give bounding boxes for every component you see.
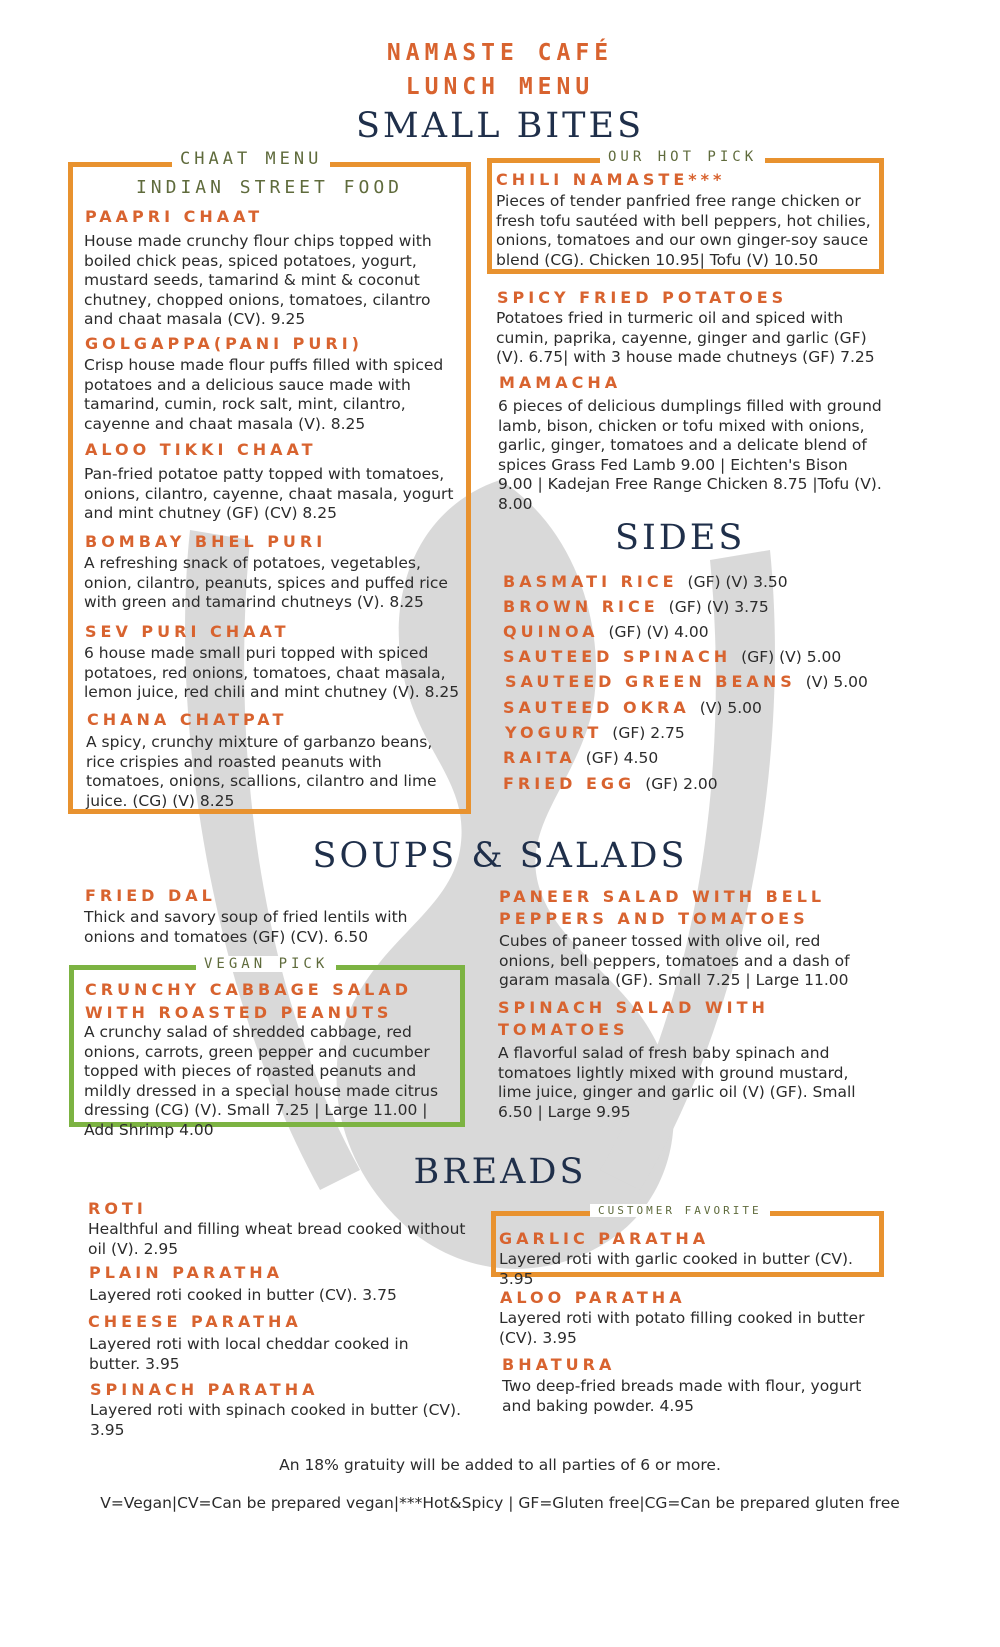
side-name: YOGURT <box>505 723 603 742</box>
salad-item-desc: Cubes of paneer tossed with olive oil, red onions, bell peppers, tomatoes and a dash of garam masala (GF). Small 7.25 | Large 11.00 <box>499 932 850 989</box>
chaat-item-name: BOMBAY BHEL PURI <box>85 532 327 551</box>
bread-item-desc: Layered roti with garlic cooked in butter (CV). 3.95 <box>499 1250 853 1288</box>
section-title-soups-salads: SOUPS & SALADS <box>312 836 688 876</box>
side-name: SAUTEED SPINACH <box>503 647 732 666</box>
side-price: (GF) (V) 5.00 <box>741 648 842 666</box>
chaat-subtitle: INDIAN STREET FOOD <box>135 177 404 198</box>
side-item <box>503 597 769 616</box>
chaat-item-name: GOLGAPPA(PANI PURI) <box>85 334 363 353</box>
bite-item-name: MAMACHA <box>499 373 622 392</box>
hot-pick-tag: OUR HOT PICK <box>600 149 765 165</box>
side-price: (GF) (V) 3.75 <box>668 598 769 616</box>
bread-item-desc: Layered roti with local cheddar cooked in butter. 3.95 <box>89 1335 409 1373</box>
chaat-item-desc: Pan-fried potatoe patty topped with tomatoes, onions, cilantro, cayenne, chaat masala, yogurt and mint chutney (GF) (CV) 8.25 <box>84 465 454 522</box>
side-item <box>503 572 788 591</box>
side-price: (GF) (V) 3.50 <box>687 573 788 591</box>
bread-item-desc: Two deep-fried breads made with flour, yogurt and baking powder. 4.95 <box>502 1377 862 1415</box>
vegan-pick-tag: VEGAN PICK <box>196 956 336 972</box>
side-item <box>503 622 709 641</box>
chaat-item-name: ALOO TIKKI CHAAT <box>85 440 317 459</box>
side-item <box>503 647 841 666</box>
salad-item-name: CRUNCHY CABBAGE SALAD WITH ROASTED PEANUTS <box>85 980 413 1022</box>
bread-item-name: GARLIC PARATHA <box>499 1229 710 1248</box>
side-item <box>505 723 685 742</box>
bread-item-name: SPINACH PARATHA <box>90 1380 319 1399</box>
side-price: (GF) (V) 4.00 <box>608 623 709 641</box>
bite-item-name: SPICY FRIED POTATOES <box>497 288 788 307</box>
side-price: (GF) 2.00 <box>645 775 718 793</box>
side-price: (GF) 2.75 <box>612 724 685 742</box>
chaat-item-desc: A refreshing snack of potatoes, vegetables, onion, cilantro, peanuts, spices and puffed rice with green and tamarind chutneys (V). 8.25 <box>84 554 448 611</box>
menu-name: LUNCH MENU <box>405 74 595 100</box>
chaat-item-name: PAAPRI CHAAT <box>85 207 264 226</box>
hot-pick-desc: Pieces of tender panfried free range chicken or fresh tofu sautéed with bell peppers, hot chilies, onions, tomatoes and our own ginger-soy sauce blend (CG). Chicken 10.95| Tofu (V) 10.50 <box>496 192 871 269</box>
side-price: (V) 5.00 <box>699 699 762 717</box>
chaat-item-desc: Crisp house made flour puffs filled with spiced potatoes and a delicious sauce made with tamarind, cumin, rock salt, mint, cilantro, cayenne and chaat masala (V). 8.25 <box>84 356 444 433</box>
side-price: (V) 5.00 <box>805 673 868 691</box>
section-title-breads: BREADS <box>413 1152 587 1192</box>
hot-pick-name: CHILI NAMASTE*** <box>496 170 726 189</box>
salad-item-desc: A flavorful salad of fresh baby spinach and tomatoes lightly mixed with ground mustard, lime juice, ginger and garlic oil (V) (GF). Small 6.50 | Large 9.95 <box>498 1044 856 1121</box>
bread-item-desc: Layered roti cooked in butter (CV). 3.75 <box>89 1286 397 1304</box>
bread-item-name: CHEESE PARATHA <box>88 1312 302 1331</box>
salad-item-name: PANEER SALAD WITH BELL PEPPERS AND TOMATOES <box>499 887 826 928</box>
chaat-menu-tag: CHAAT MENU <box>172 149 330 169</box>
customer-favorite-tag: CUSTOMER FAVORITE <box>590 1204 770 1217</box>
section-title-sides: SIDES <box>615 518 746 558</box>
side-name: BASMATI RICE <box>503 572 678 591</box>
chaat-item-desc: A spicy, crunchy mixture of garbanzo beans, rice crispies and roasted peanuts with tomatoes, onions, scallions, cilantro and lime juice. (CG) (V) 8.25 <box>86 733 437 810</box>
side-item <box>503 698 762 717</box>
chaat-item-desc: 6 house made small puri topped with spiced potatoes, red onions, tomatoes, chaat masala, lemon juice, red chili and mint chutney (V). 8.25 <box>84 644 460 701</box>
chaat-item-desc: House made crunchy flour chips topped with boiled chick peas, spiced potatoes, yogurt, mustard seeds, tamarind & mint & coconut chutney, chopped onions, tomatoes, cilantro and chaat masala (CV). 9.25 <box>84 232 432 328</box>
chaat-item-name: SEV PURI CHAAT <box>85 622 290 641</box>
salad-item-name: SPINACH SALAD WITH TOMATOES <box>498 998 769 1039</box>
bread-item-name: ROTI <box>88 1199 147 1218</box>
side-item <box>505 672 868 691</box>
side-item <box>503 748 658 767</box>
soup-item-name: FRIED DAL <box>85 886 216 905</box>
side-name: QUINOA <box>503 622 599 641</box>
bread-item-desc: Healthful and filling wheat bread cooked without oil (V). 2.95 <box>88 1220 466 1258</box>
bread-item-desc: Layered roti with spinach cooked in butter (CV). 3.95 <box>90 1401 462 1439</box>
soup-item-desc: Thick and savory soup of fried lentils with onions and tomatoes (GF) (CV). 6.50 <box>84 908 408 946</box>
gratuity-note: An 18% gratuity will be added to all parties of 6 or more. <box>279 1456 721 1474</box>
bite-item-desc: Potatoes fried in turmeric oil and spiced with cumin, paprika, cayenne, ginger and garlic (GF) (V). 6.75| with 3 house made chutneys (GF) 7.25 <box>496 309 875 366</box>
dietary-legend: V=Vegan|CV=Can be prepared vegan|***Hot&Spicy | GF=Gluten free|CG=Can be prepared gluten free <box>100 1494 900 1512</box>
bread-item-desc: Layered roti with potato filling cooked in butter (CV). 3.95 <box>499 1309 865 1347</box>
bread-item-name: PLAIN PARATHA <box>89 1263 284 1282</box>
side-name: RAITA <box>503 748 576 767</box>
side-price: (GF) 4.50 <box>585 749 659 767</box>
section-title-small-bites: SMALL BITES <box>355 106 645 146</box>
side-item <box>503 774 718 793</box>
side-name: SAUTEED OKRA <box>503 698 690 717</box>
side-name: BROWN RICE <box>503 597 659 616</box>
chaat-item-name: CHANA CHATPAT <box>87 710 288 729</box>
side-name: FRIED EGG <box>503 774 636 793</box>
bread-item-name: ALOO PARATHA <box>500 1288 686 1307</box>
cafe-name: NAMASTE CAFÉ <box>386 40 614 66</box>
salad-item-desc: A crunchy salad of shredded cabbage, red onions, carrots, green pepper and cucumber topped with pieces of roasted peanuts and mildly dressed in a special house made citrus dressing (CG) (V). Small 7.25 | Large 11.00 | Add Shrimp 4.00 <box>84 1023 439 1139</box>
side-name: SAUTEED GREEN BEANS <box>505 672 796 691</box>
bread-item-name: BHATURA <box>502 1355 616 1374</box>
bite-item-desc: 6 pieces of delicious dumplings filled with ground lamb, bison, chicken or tofu mixed with onions, garlic, ginger, tomatoes and a delicate blend of spices Grass Fed Lamb 9.00 | Eichten's Bison 9.00 | Kadejan Free Range Chicken 8.75 |Tofu (V). 8.00 <box>498 397 882 513</box>
